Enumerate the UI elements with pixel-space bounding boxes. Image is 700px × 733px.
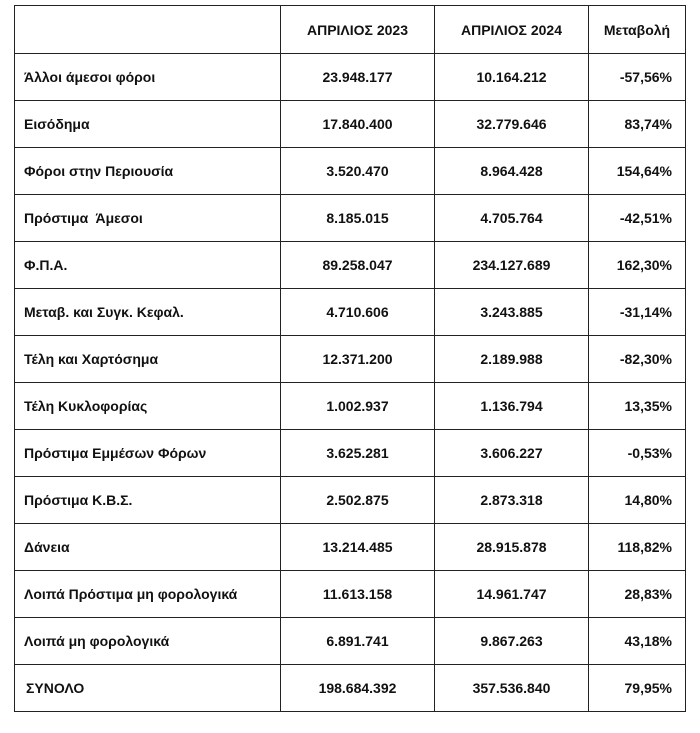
row-label: Πρόστιμα Άμεσοι — [15, 195, 281, 242]
value-2023: 1.002.937 — [281, 383, 435, 430]
value-2023: 17.840.400 — [281, 101, 435, 148]
row-label: Φ.Π.Α. — [15, 242, 281, 289]
total-2024: 357.536.840 — [435, 665, 589, 712]
value-2023: 89.258.047 — [281, 242, 435, 289]
row-label: Πρόστιμα Εμμέσων Φόρων — [15, 430, 281, 477]
total-row — [15, 665, 686, 712]
table-row — [15, 336, 686, 383]
value-2024: 32.779.646 — [435, 101, 589, 148]
value-2023: 12.371.200 — [281, 336, 435, 383]
table-row — [15, 289, 686, 336]
row-label: Δάνεια — [15, 524, 281, 571]
table-row — [15, 383, 686, 430]
value-2024: 2.189.988 — [435, 336, 589, 383]
value-2023: 6.891.741 — [281, 618, 435, 665]
value-2023: 11.613.158 — [281, 571, 435, 618]
row-label: Τέλη και Χαρτόσημα — [15, 336, 281, 383]
table-row — [15, 430, 686, 477]
change-percent: 28,83% — [589, 571, 686, 618]
value-2024: 234.127.689 — [435, 242, 589, 289]
value-2024: 2.873.318 — [435, 477, 589, 524]
table-header-row — [15, 6, 686, 54]
table-row — [15, 524, 686, 571]
row-label: Λοιπά μη φορολογικά — [15, 618, 281, 665]
change-percent: 118,82% — [589, 524, 686, 571]
value-2024: 28.915.878 — [435, 524, 589, 571]
table-row — [15, 101, 686, 148]
total-change-percent: 79,95% — [589, 665, 686, 712]
value-2024: 8.964.428 — [435, 148, 589, 195]
value-2024: 3.606.227 — [435, 430, 589, 477]
change-percent: 83,74% — [589, 101, 686, 148]
value-2024: 1.136.794 — [435, 383, 589, 430]
table-row — [15, 148, 686, 195]
total-label: ΣΥΝΟΛΟ — [15, 665, 281, 712]
table-row — [15, 571, 686, 618]
value-2023: 13.214.485 — [281, 524, 435, 571]
table-row — [15, 242, 686, 289]
total-2023: 198.684.392 — [281, 665, 435, 712]
change-percent: -82,30% — [589, 336, 686, 383]
row-label: Μεταβ. και Συγκ. Κεφαλ. — [15, 289, 281, 336]
change-percent: 13,35% — [589, 383, 686, 430]
change-percent: -31,14% — [589, 289, 686, 336]
change-percent: -57,56% — [589, 54, 686, 101]
row-label: Εισόδημα — [15, 101, 281, 148]
table-row — [15, 477, 686, 524]
value-2023: 3.520.470 — [281, 148, 435, 195]
value-2024: 9.867.263 — [435, 618, 589, 665]
value-2024: 3.243.885 — [435, 289, 589, 336]
value-2024: 4.705.764 — [435, 195, 589, 242]
table-row — [15, 195, 686, 242]
row-label: Φόροι στην Περιουσία — [15, 148, 281, 195]
value-2023: 4.710.606 — [281, 289, 435, 336]
value-2023: 23.948.177 — [281, 54, 435, 101]
row-label: Άλλοι άμεσοι φόροι — [15, 54, 281, 101]
row-label: Λοιπά Πρόστιμα μη φορολογικά — [15, 571, 281, 618]
value-2024: 14.961.747 — [435, 571, 589, 618]
value-2023: 2.502.875 — [281, 477, 435, 524]
change-percent: 154,64% — [589, 148, 686, 195]
header-change: Μεταβολή — [589, 6, 686, 54]
row-label: Τέλη Κυκλοφορίας — [15, 383, 281, 430]
header-april-2023: ΑΠΡΙΛΙΟΣ 2023 — [281, 6, 435, 54]
header-april-2024: ΑΠΡΙΛΙΟΣ 2024 — [435, 6, 589, 54]
value-2023: 8.185.015 — [281, 195, 435, 242]
value-2023: 3.625.281 — [281, 430, 435, 477]
revenue-comparison-table — [14, 5, 686, 712]
change-percent: 14,80% — [589, 477, 686, 524]
table-row — [15, 54, 686, 101]
change-percent: 43,18% — [589, 618, 686, 665]
table-row — [15, 618, 686, 665]
row-label: Πρόστιμα Κ.Β.Σ. — [15, 477, 281, 524]
change-percent: -0,53% — [589, 430, 686, 477]
value-2024: 10.164.212 — [435, 54, 589, 101]
change-percent: 162,30% — [589, 242, 686, 289]
change-percent: -42,51% — [589, 195, 686, 242]
header-empty-cell — [15, 6, 281, 54]
